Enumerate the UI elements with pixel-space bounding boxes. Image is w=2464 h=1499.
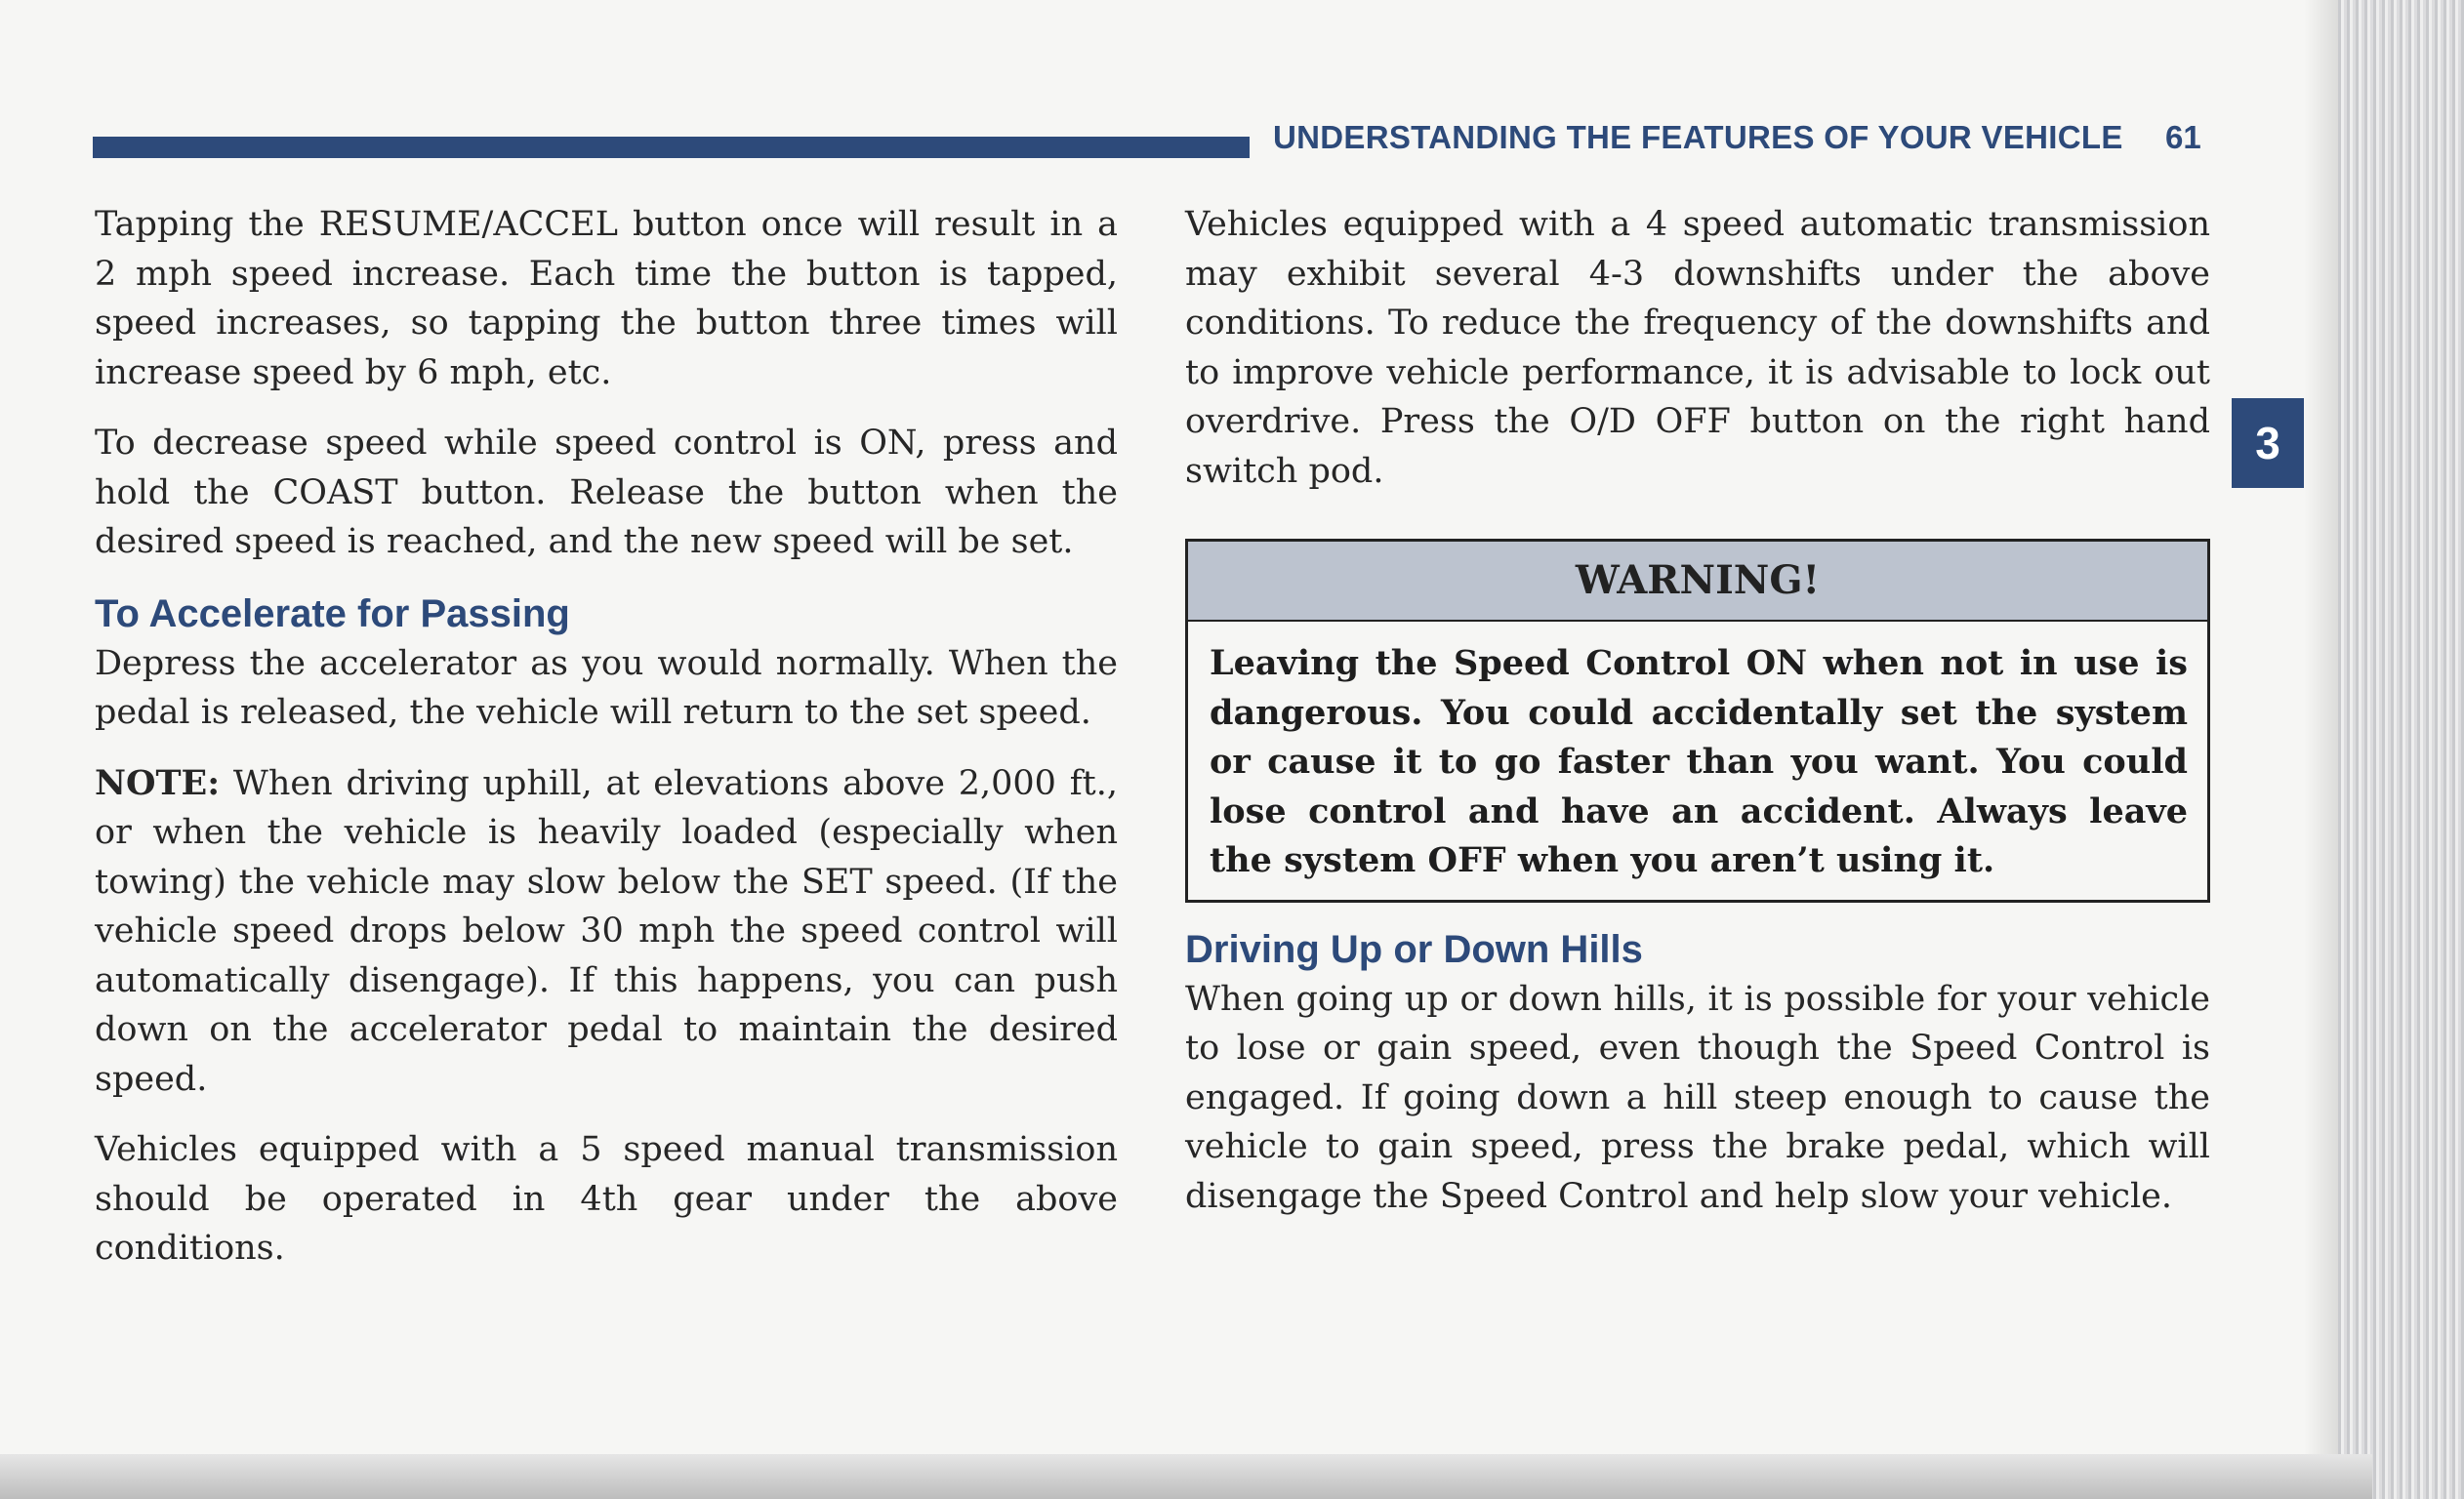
chapter-tab[interactable]: 3 — [2232, 398, 2304, 488]
paragraph-coast: To decrease speed while speed control is ON, press and hold the COAST button. Release the button when the desired speed is reached, and the new speed will be set. — [95, 424, 1118, 561]
header-rule-bar — [93, 137, 1250, 158]
page-stack-edge — [2338, 0, 2464, 1499]
paragraph-hills: When going up or down hills, it is possible for your vehicle to lose or gain speed, even though the Speed Control is engaged. If going down a hill steep enough to cause the vehicle to gain speed, press the brake pedal, which will disengage the Speed Control and help slow your vehicle. — [1185, 979, 2210, 1216]
right-column — [1185, 200, 2210, 1242]
note-paragraph — [95, 759, 1118, 1105]
page-bottom-shadow — [0, 1454, 2372, 1499]
paragraph-resume-accel: Tapping the RESUME/ACCEL button once will result in a 2 mph speed increase. Each time the button is tapped, speed increases, so tapping the button three times will increase speed by 6 mph, etc. — [95, 205, 1118, 392]
paragraph-passing: Depress the accelerator as you would normally. When the pedal is released, the vehicle will return to the set speed. — [95, 643, 1118, 732]
warning-box — [1185, 539, 2210, 903]
left-column — [95, 200, 1118, 1295]
section-heading-hills: Driving Up or Down Hills — [1185, 927, 1643, 971]
warning-text: Leaving the Speed Control ON when not in use is dangerous. You could accidentally set the system or cause it to go faster than you want. You could lose control and have an accident. Always leave the system OFF when you aren’t using it. — [1210, 643, 2188, 880]
paragraph-automatic-transmission: Vehicles equipped with a 4 speed automatic transmission may exhibit several 4-3 downshifts under the above conditions. To reduce the frequency of the downshifts and to improve vehicle performance, it is advisable to lock out overdrive. Press the O/D OFF button on the right hand switch pod. — [1185, 205, 2210, 491]
note-label: NOTE: — [95, 762, 221, 803]
page-number: 61 — [2165, 119, 2201, 155]
note-text: When driving uphill, at elevations above 2,000 ft., or when the vehicle is heavily loaded (especially when towing) the vehicle may slow below the SET speed. (If the vehicle speed drops below 30 mph the speed control will automatically disengage). If this happens, you can push down on the accelerator pedal to maintain the desired speed. — [95, 763, 1118, 1099]
running-header-title: UNDERSTANDING THE FEATURES OF YOUR VEHICLE — [1273, 119, 2123, 155]
page-curve-shadow — [2304, 0, 2343, 1474]
warning-title: WARNING! — [1188, 542, 2207, 622]
paragraph-manual-transmission: Vehicles equipped with a 5 speed manual transmission should be operated in 4th gear under the above conditions. — [95, 1130, 1118, 1268]
section-heading-passing: To Accelerate for Passing — [95, 591, 570, 635]
